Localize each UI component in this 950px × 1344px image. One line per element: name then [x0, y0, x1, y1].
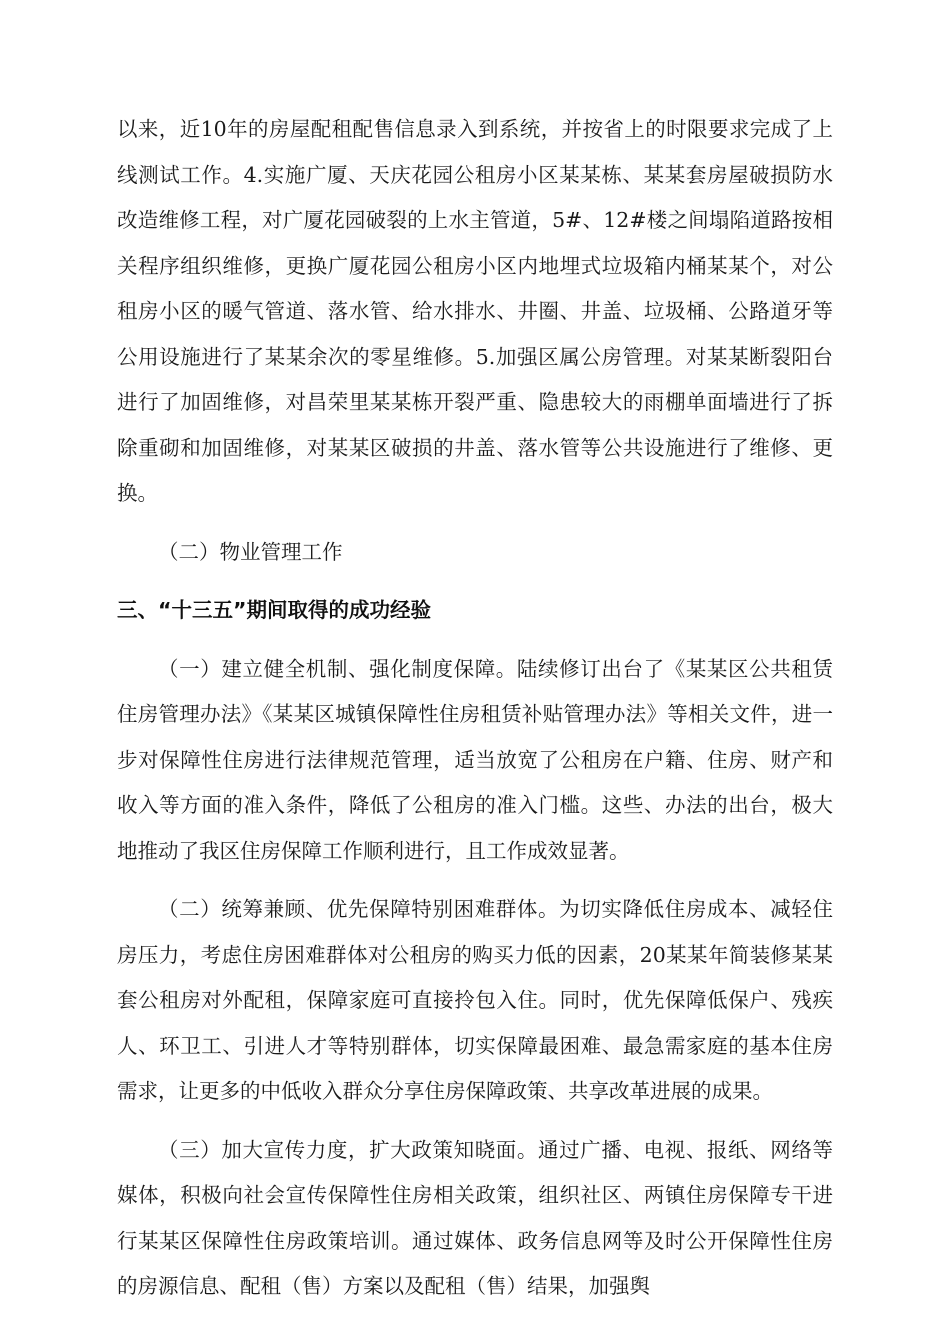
paragraph-mechanism: （一）建立健全机制、强化制度保障。陆续修订出台了《某某区公共租赁住房管理办法》《某某区城镇保障性住房租赁补贴管理办法》等相关文件，进一步对保障性住房进行法律规范管理，适当放宽了公租房在户籍、住房、财产和收入等方面的准入条件，降低了公租房的准入门槛。这些、办法的出台，极大地推动了我区住房保障工作顺利进行，且工作成效显著。: [117, 656, 833, 863]
document-body: [117, 107, 833, 1323]
paragraph-publicity: （三）加大宣传力度，扩大政策知晓面。通过广播、电视、报纸、网络等媒体，积极向社会宣传保障性住房相关政策，组织社区、两镇住房保障专干进行某某区保障性住房政策培训。通过媒体、政务信息网等及时公开保障性住房的房源信息、配租（售）方案以及配租（售）结果，加强舆: [117, 1137, 833, 1298]
section-heading-experience: 三、“十三五”期间取得的成功经验: [117, 598, 431, 622]
subsection-property-management: （二）物业管理工作: [158, 539, 343, 564]
paragraph-continuation: 以来，近10年的房屋配租配售信息录入到系统，并按省上的时限要求完成了上线测试工作。4.实施广厦、天庆花园公租房小区某某栋、某某套房屋破损防水改造维修工程，对广厦花园破裂的上水主管道，5#、12#楼之间塌陷道路按相关程序组织维修，更换广厦花园公租房小区内地埋式垃圾箱内桶某某个，对公租房小区的暖气管道、落水管、给水排水、井圈、井盖、垃圾桶、公路道牙等公用设施进行了某某余次的零星维修。5.加强区属公房管理。对某某断裂阳台进行了加固维修，对昌荣里某某栋开裂严重、隐患较大的雨棚单面墙进行了拆除重砌和加固维修，对某某区破损的井盖、落水管等公共设施进行了维修、更换。: [117, 117, 833, 505]
paragraph-priority-groups: （二）统筹兼顾、优先保障特别困难群体。为切实降低住房成本、减轻住房压力，考虑住房困难群体对公租房的购买力低的因素，20某某年简装修某某套公租房对外配租，保障家庭可直接拎包入住。同时，优先保障低保户、残疾人、环卫工、引进人才等特别群体，切实保障最困难、最急需家庭的基本住房需求，让更多的中低收入群众分享住房保障政策、共享改革进展的成果。: [117, 897, 833, 1103]
